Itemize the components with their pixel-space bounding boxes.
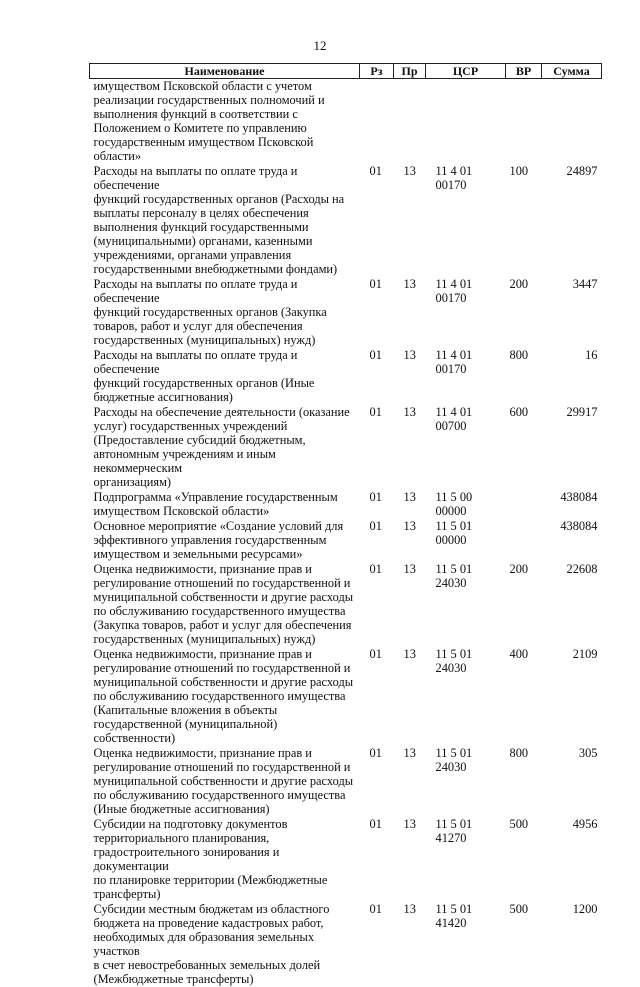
cell-csr: 11 5 00 00000 xyxy=(426,490,506,519)
cell-rz xyxy=(360,79,394,165)
cell-sum: 3447 xyxy=(542,277,602,348)
cell-name xyxy=(90,562,360,647)
cell-name xyxy=(90,746,360,817)
cell-sum: 22608 xyxy=(542,562,602,647)
header-pr: Пр xyxy=(394,64,426,79)
cell-name-text: имуществом Псковской области с учетом реализации государственных полномочий и выполнения функций в соответствии с Положением о Комитете по управлению государственным имуществом Псковской области» xyxy=(94,79,358,163)
table-header-row xyxy=(90,64,602,79)
header-sum: Сумма xyxy=(542,64,602,79)
cell-rz: 01 xyxy=(360,902,394,987)
cell-csr: 11 4 01 00700 xyxy=(426,405,506,490)
cell-name xyxy=(90,277,360,348)
table-row xyxy=(90,519,602,562)
cell-csr: 11 4 01 00170 xyxy=(426,277,506,348)
cell-sum: 24897 xyxy=(542,164,602,277)
cell-sum: 29917 xyxy=(542,405,602,490)
cell-rz: 01 xyxy=(360,164,394,277)
cell-name xyxy=(90,647,360,746)
cell-name-text: Расходы на выплаты по оплате труда и обеспечение функций государственных органов (Расходы на выплаты персоналу в целях обеспечения выполнения функций государственными (муниципальными) органами, казенными учреждениями, органами управления государственными внебюджетными фондами) xyxy=(94,164,358,276)
cell-vr xyxy=(506,519,542,562)
cell-rz: 01 xyxy=(360,647,394,746)
cell-rz: 01 xyxy=(360,405,394,490)
cell-csr: 11 4 01 00170 xyxy=(426,348,506,405)
table-row xyxy=(90,647,602,746)
table-row xyxy=(90,746,602,817)
cell-vr: 600 xyxy=(506,405,542,490)
cell-name xyxy=(90,164,360,277)
cell-name xyxy=(90,490,360,519)
cell-pr: 13 xyxy=(394,405,426,490)
budget-table xyxy=(89,63,602,987)
cell-name-text: Подпрограмма «Управление государственным имуществом Псковской области» xyxy=(94,490,358,518)
cell-rz: 01 xyxy=(360,490,394,519)
cell-sum: 1200 xyxy=(542,902,602,987)
cell-csr: 11 5 01 24030 xyxy=(426,647,506,746)
cell-name-text: Расходы на выплаты по оплате труда и обеспечение функций государственных органов (Закупка товаров, работ и услуг для обеспечения государственных (муниципальных) нужд) xyxy=(94,277,358,347)
cell-rz: 01 xyxy=(360,277,394,348)
cell-csr xyxy=(426,79,506,165)
table-row xyxy=(90,490,602,519)
cell-name xyxy=(90,817,360,902)
table-row xyxy=(90,562,602,647)
cell-vr: 500 xyxy=(506,902,542,987)
cell-pr: 13 xyxy=(394,519,426,562)
cell-pr: 13 xyxy=(394,817,426,902)
cell-vr: 500 xyxy=(506,817,542,902)
cell-vr: 800 xyxy=(506,746,542,817)
cell-vr: 200 xyxy=(506,562,542,647)
cell-sum: 4956 xyxy=(542,817,602,902)
cell-csr: 11 5 01 41420 xyxy=(426,902,506,987)
cell-sum: 438084 xyxy=(542,490,602,519)
header-vr: ВР xyxy=(506,64,542,79)
cell-sum: 305 xyxy=(542,746,602,817)
cell-name xyxy=(90,79,360,165)
cell-vr xyxy=(506,490,542,519)
table-body xyxy=(90,79,602,987)
table-row xyxy=(90,348,602,405)
cell-vr xyxy=(506,79,542,165)
cell-pr: 13 xyxy=(394,647,426,746)
table-row xyxy=(90,277,602,348)
cell-pr: 13 xyxy=(394,746,426,817)
cell-csr: 11 4 01 00170 xyxy=(426,164,506,277)
page-number: 12 xyxy=(0,38,640,54)
cell-rz: 01 xyxy=(360,562,394,647)
cell-name-text: Субсидии местным бюджетам из областного бюджета на проведение кадастровых работ, необходимых для образования земельных участков в счет невостребованных земельных долей (Межбюджетные трансферты) xyxy=(94,902,358,986)
table-row xyxy=(90,405,602,490)
cell-pr: 13 xyxy=(394,348,426,405)
cell-rz: 01 xyxy=(360,519,394,562)
table-row xyxy=(90,164,602,277)
cell-name-text: Оценка недвижимости, признание прав и регулирование отношений по государственной и муниципальной собственности и другие расходы по обслуживанию государственного имущества (Иные бюджетные ассигнования) xyxy=(94,746,358,816)
cell-sum: 2109 xyxy=(542,647,602,746)
cell-rz: 01 xyxy=(360,746,394,817)
cell-sum: 438084 xyxy=(542,519,602,562)
cell-pr: 13 xyxy=(394,902,426,987)
cell-name-text: Оценка недвижимости, признание прав и регулирование отношений по государственной и муниципальной собственности и другие расходы по обслуживанию государственного имущества (Закупка товаров, работ и услуг для обеспечения государственных (муниципальных) нужд) xyxy=(94,562,358,646)
cell-vr: 800 xyxy=(506,348,542,405)
cell-csr: 11 5 01 41270 xyxy=(426,817,506,902)
table-row xyxy=(90,817,602,902)
cell-csr: 11 5 01 24030 xyxy=(426,746,506,817)
cell-vr: 400 xyxy=(506,647,542,746)
cell-name xyxy=(90,348,360,405)
cell-pr: 13 xyxy=(394,164,426,277)
cell-pr xyxy=(394,79,426,165)
cell-pr: 13 xyxy=(394,490,426,519)
table-row xyxy=(90,79,602,165)
header-name: Наименование xyxy=(90,64,360,79)
cell-pr: 13 xyxy=(394,562,426,647)
cell-rz: 01 xyxy=(360,817,394,902)
cell-name-text: Субсидии на подготовку документов территориального планирования, градостроительного зонирования и документации по планировке территории (Межбюджетные трансферты) xyxy=(94,817,358,901)
cell-name xyxy=(90,405,360,490)
cell-name-text: Расходы на обеспечение деятельности (оказание услуг) государственных учреждений (Предоставление субсидий бюджетным, автономным учреждениям и иным некоммерческим организациям) xyxy=(94,405,358,489)
cell-vr: 200 xyxy=(506,277,542,348)
cell-name xyxy=(90,519,360,562)
cell-name-text: Основное мероприятие «Создание условий для эффективного управления государственным имуществом и земельными ресурсами» xyxy=(94,519,358,561)
cell-name xyxy=(90,902,360,987)
table-row xyxy=(90,902,602,987)
cell-pr: 13 xyxy=(394,277,426,348)
cell-csr: 11 5 01 24030 xyxy=(426,562,506,647)
cell-name-text: Оценка недвижимости, признание прав и регулирование отношений по государственной и муниципальной собственности и другие расходы по обслуживанию государственного имущества (Капитальные вложения в объекты государственной (муниципальной) собственности) xyxy=(94,647,358,745)
cell-csr: 11 5 01 00000 xyxy=(426,519,506,562)
header-csr: ЦСР xyxy=(426,64,506,79)
cell-sum: 16 xyxy=(542,348,602,405)
cell-name-text: Расходы на выплаты по оплате труда и обеспечение функций государственных органов (Иные бюджетные ассигнования) xyxy=(94,348,358,404)
cell-sum xyxy=(542,79,602,165)
cell-vr: 100 xyxy=(506,164,542,277)
cell-rz: 01 xyxy=(360,348,394,405)
header-rz: Рз xyxy=(360,64,394,79)
